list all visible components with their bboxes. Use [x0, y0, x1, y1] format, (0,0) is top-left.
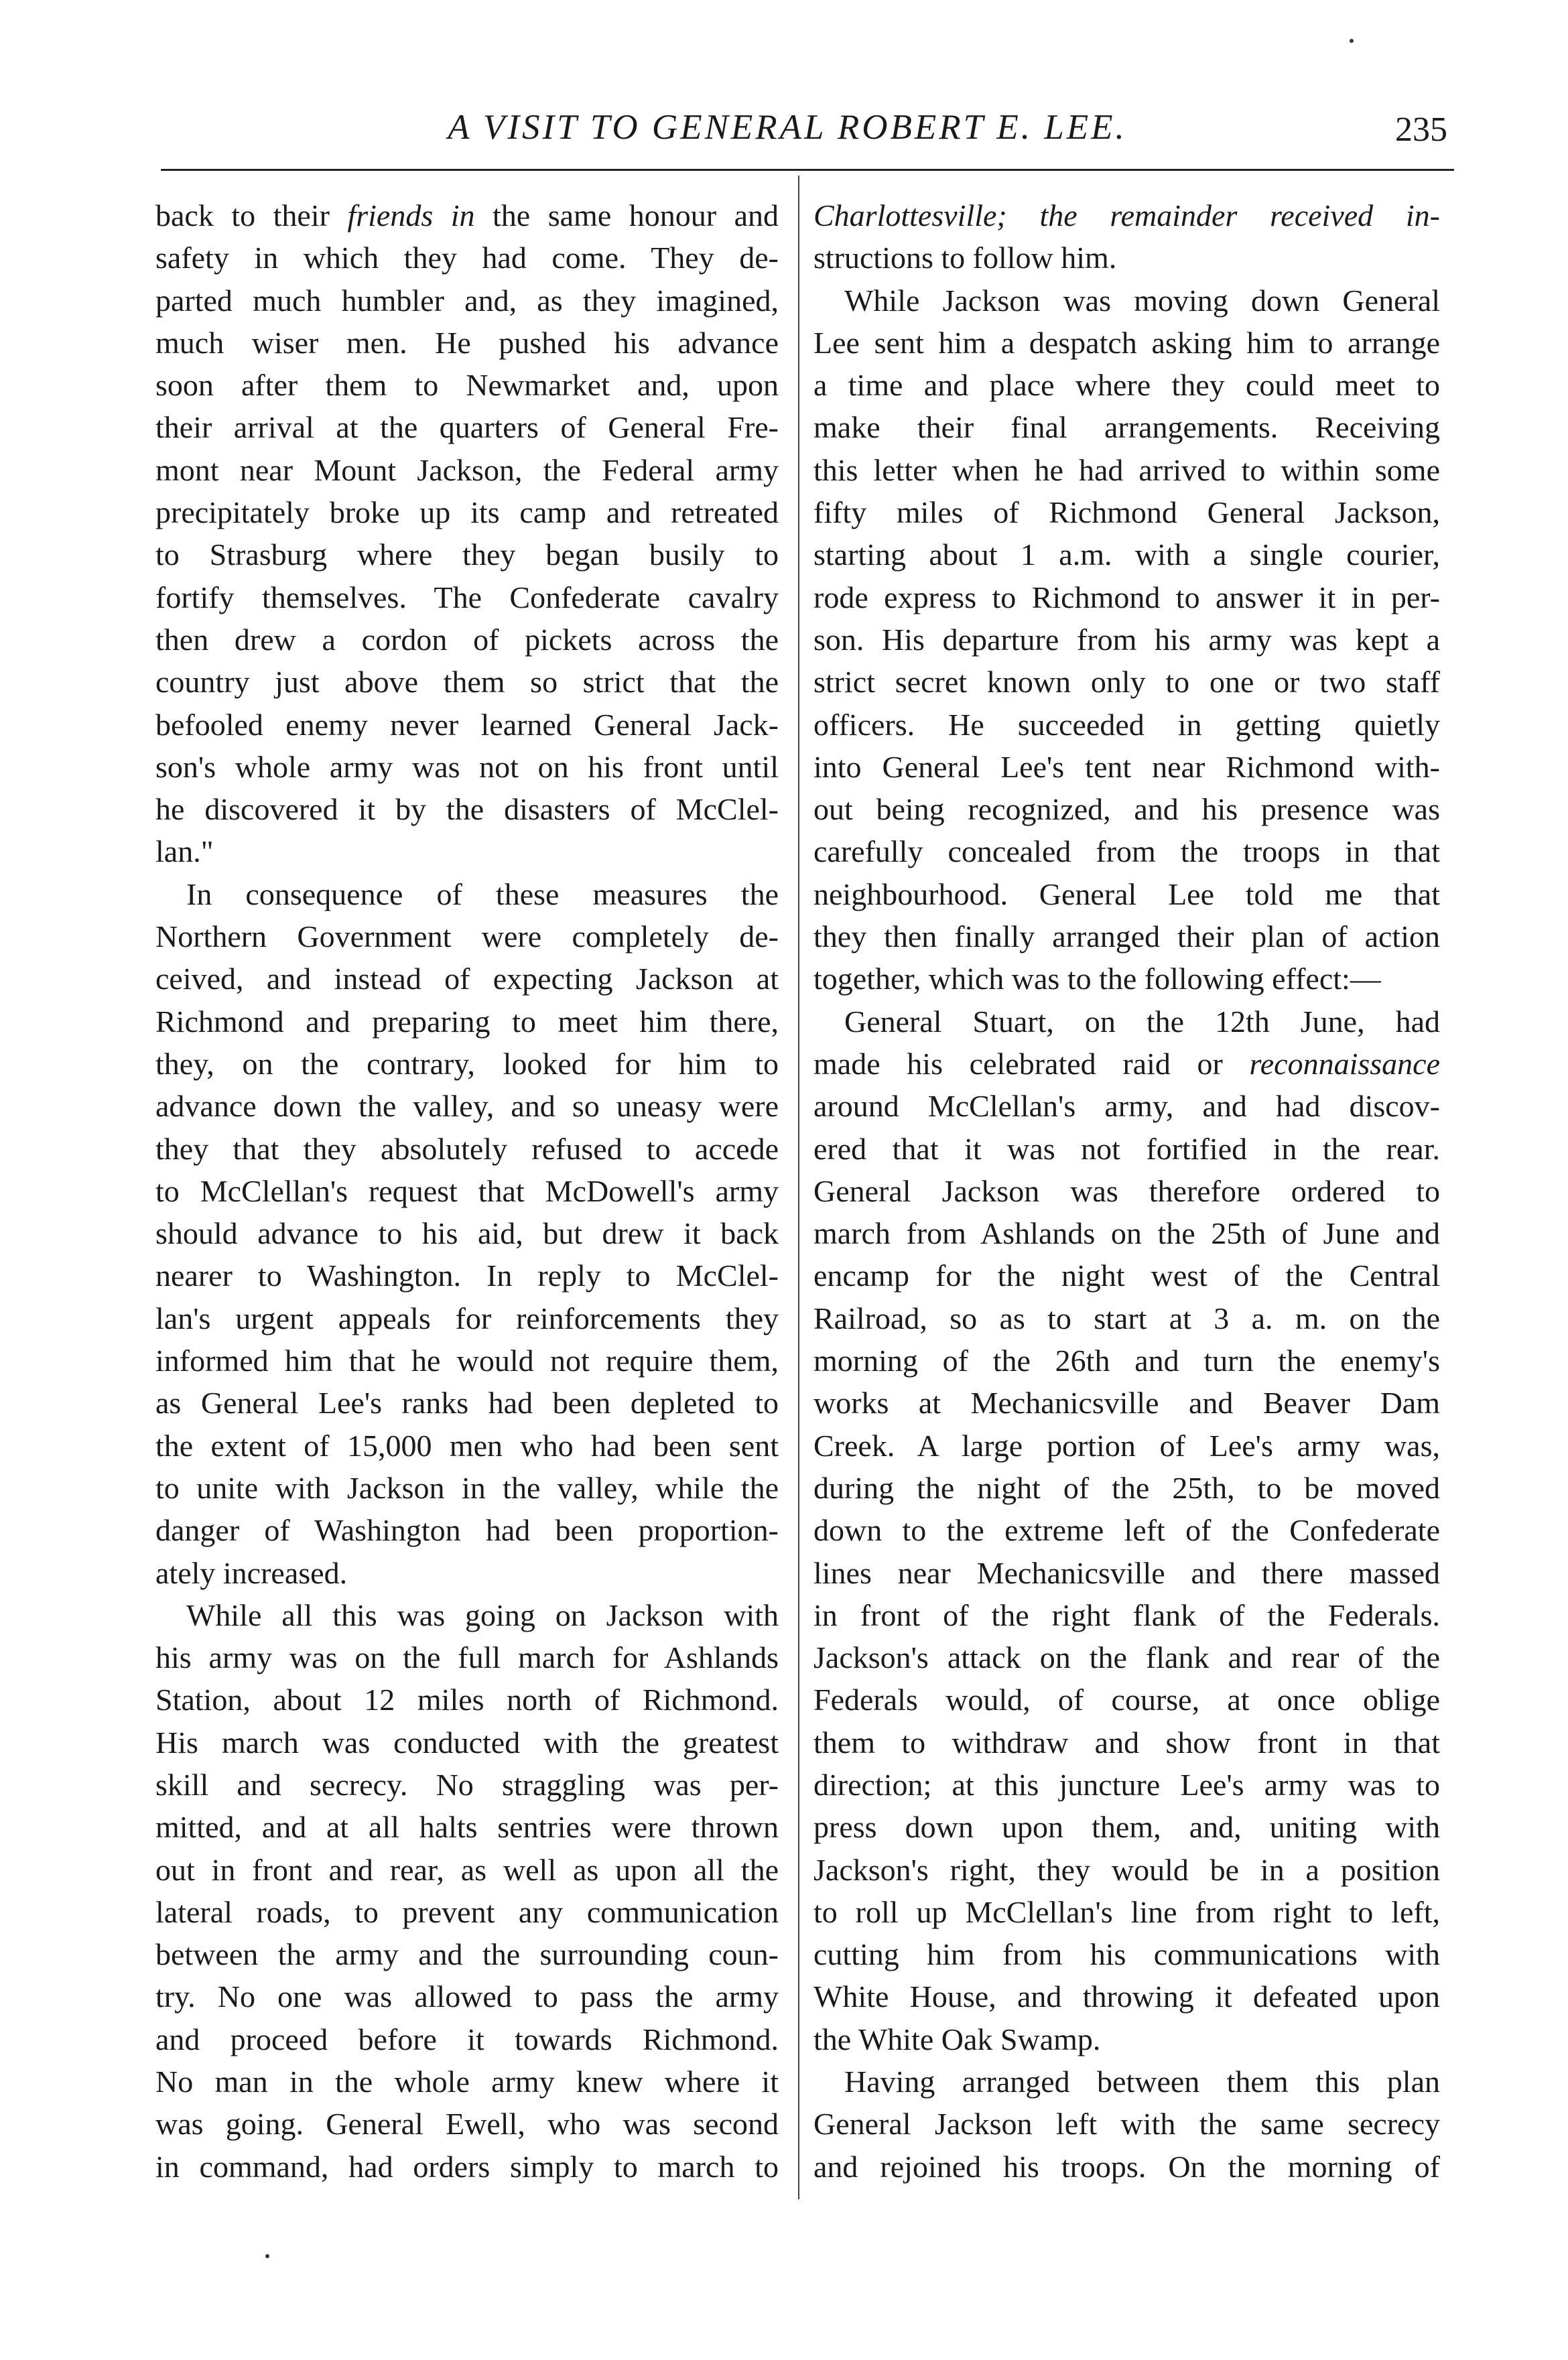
text-line: His march was conducted with the greatest — [155, 1725, 779, 1760]
text-line: Richmond and preparing to meet him there, — [155, 1004, 779, 1039]
text-line: should advance to his aid, but drew it back — [155, 1216, 779, 1251]
text-line: he discovered it by the disasters of McClel- — [155, 792, 779, 827]
text-line: out being recognized, and his presence was — [813, 792, 1440, 827]
text-line: make their final arrangements. Receiving — [813, 410, 1440, 445]
text-line: then drew a cordon of pickets across the — [155, 622, 779, 657]
text-line: rode express to Richmond to answer it in per- — [813, 580, 1440, 614]
text-line: they that they absolutely refused to accede — [155, 1131, 779, 1166]
text-line: his army was on the full march for Ashlands — [155, 1640, 779, 1675]
text-line: works at Mechanicsville and Beaver Dam — [813, 1386, 1440, 1421]
text-line: a time and place where they could meet to — [813, 368, 1440, 403]
text-line: Jackson's right, they would be in a position — [813, 1852, 1440, 1887]
text-line: structions to follow him. — [813, 241, 1117, 275]
running-head — [168, 101, 1447, 154]
text-line: encamp for the night west of the Central — [813, 1258, 1440, 1293]
text-line: danger of Washington had been proportion- — [155, 1513, 779, 1548]
text-line: precipitately broke up its camp and retreated — [155, 495, 779, 530]
text-line: Station, about 12 miles north of Richmond. — [155, 1683, 779, 1717]
text-line: Railroad, so as to start at 3 a. m. on the — [813, 1301, 1440, 1335]
text-line: in front of the right flank of the Federals. — [813, 1597, 1440, 1632]
page-number: 235 — [1395, 111, 1447, 149]
text-line: together, which was to the following effect:— — [813, 962, 1381, 996]
text-line: the White Oak Swamp. — [813, 2022, 1101, 2056]
text-line: into General Lee's tent near Richmond with- — [813, 749, 1440, 784]
left-column — [155, 194, 779, 2188]
text-line: neighbourhood. General Lee told me that — [813, 876, 1440, 911]
text-line: and rejoined his troops. On the morning of — [813, 2149, 1440, 2184]
text-line: around McClellan's army, and had discov- — [813, 1089, 1440, 1124]
text-line: mont near Mount Jackson, the Federal army — [155, 452, 779, 487]
text-line: out in front and rear, as well as upon all the — [155, 1852, 779, 1887]
text-line: starting about 1 a.m. with a single courier, — [813, 537, 1440, 572]
text-line: ately increased. — [155, 1555, 348, 1590]
top-mark — [1350, 39, 1354, 43]
text-line: cutting him from his communications with — [813, 1937, 1440, 1972]
right-column — [813, 194, 1440, 2188]
text-line: back to their friends in the same honour and — [155, 198, 779, 233]
text-line: in command, had orders simply to march to — [155, 2149, 779, 2184]
text-line: their arrival at the quarters of General Fre- — [155, 410, 779, 445]
text-line: carefully concealed from the troops in that — [813, 834, 1440, 869]
text-line: Federals would, of course, at once oblige — [813, 1683, 1440, 1717]
bottom-mark — [265, 2254, 269, 2258]
text-line: mitted, and at all halts sentries were thrown — [155, 1810, 779, 1845]
text-line: General Jackson was therefore ordered to — [813, 1173, 1440, 1208]
text-line: lan." — [155, 834, 214, 869]
text-line: lateral roads, to prevent any communication — [155, 1894, 779, 1929]
text-line: press down upon them, and, uniting with — [813, 1810, 1440, 1845]
text-line: ered that it was not fortified in the rear. — [813, 1131, 1440, 1166]
text-line: lan's urgent appeals for reinforcements they — [155, 1301, 779, 1335]
text-line: and proceed before it towards Richmond. — [155, 2022, 779, 2056]
text-line: was going. General Ewell, who was second — [155, 2107, 779, 2142]
text-line: safety in which they had come. They de- — [155, 241, 779, 275]
text-line: No man in the whole army knew where it — [155, 2064, 779, 2099]
text-line: advance down the valley, and so uneasy were — [155, 1089, 779, 1124]
text-line: nearer to Washington. In reply to McClel- — [155, 1258, 779, 1293]
text-line: Jackson's attack on the flank and rear of the — [813, 1640, 1440, 1675]
text-line: parted much humbler and, as they imagined, — [155, 283, 779, 318]
text-line: While Jackson was moving down General — [844, 283, 1440, 318]
text-line: to unite with Jackson in the valley, while the — [155, 1470, 779, 1505]
text-line: try. No one was allowed to pass the army — [155, 1979, 779, 2014]
text-line: Creek. A large portion of Lee's army was, — [813, 1428, 1440, 1463]
text-line: between the army and the surrounding coun- — [155, 1937, 779, 1972]
text-line: Charlottesville; the remainder received in- — [813, 198, 1440, 233]
text-line: this letter when he had arrived to within some — [813, 452, 1440, 487]
text-line: General Stuart, on the 12th June, had — [844, 1004, 1440, 1039]
text-line: country just above them so strict that the — [155, 665, 779, 700]
text-line: to Strasburg where they began busily to — [155, 537, 779, 572]
text-line: march from Ashlands on the 25th of June and — [813, 1216, 1440, 1251]
text-line: General Jackson left with the same secrecy — [813, 2107, 1440, 2142]
text-line: skill and secrecy. No straggling was per- — [155, 1767, 779, 1802]
text-line: the extent of 15,000 men who had been sent — [155, 1428, 779, 1463]
text-line: fifty miles of Richmond General Jackson, — [813, 495, 1440, 530]
text-line: informed him that he would not require them, — [155, 1343, 779, 1378]
text-line: ceived, and instead of expecting Jackson at — [155, 962, 779, 996]
text-line: befooled enemy never learned General Jack- — [155, 707, 779, 742]
text-line: lines near Mechanicsville and there massed — [813, 1555, 1440, 1590]
text-line: Lee sent him a despatch asking him to arrange — [813, 325, 1440, 360]
text-line: In consequence of these measures the — [186, 876, 779, 911]
text-line: officers. He succeeded in getting quietly — [813, 707, 1440, 742]
text-line: morning of the 26th and turn the enemy's — [813, 1343, 1440, 1378]
text-line: son. His departure from his army was kept a — [813, 622, 1440, 657]
text-line: While all this was going on Jackson with — [186, 1597, 779, 1632]
text-line: made his celebrated raid or reconnaissance — [813, 1046, 1440, 1081]
text-line: Northern Government were completely de- — [155, 919, 779, 954]
text-line: direction; at this juncture Lee's army was to — [813, 1767, 1440, 1802]
text-line: they, on the contrary, looked for him to — [155, 1046, 779, 1081]
header-rule — [161, 169, 1454, 171]
text-line: Having arranged between them this plan — [844, 2064, 1440, 2099]
column-divider — [798, 176, 799, 2199]
text-line: fortify themselves. The Confederate cavalry — [155, 580, 779, 614]
text-line: down to the extreme left of the Confederate — [813, 1513, 1440, 1548]
text-line: as General Lee's ranks had been depleted to — [155, 1386, 779, 1421]
text-line: son's whole army was not on his front until — [155, 749, 779, 784]
text-line: White House, and throwing it defeated upon — [813, 1979, 1440, 2014]
text-line: them to withdraw and show front in that — [813, 1725, 1440, 1760]
text-line: to McClellan's request that McDowell's army — [155, 1173, 779, 1208]
text-line: strict secret known only to one or two staff — [813, 665, 1440, 700]
text-line: soon after them to Newmarket and, upon — [155, 368, 779, 403]
running-title: A VISIT TO GENERAL ROBERT E. LEE. — [448, 108, 1127, 147]
text-line: much wiser men. He pushed his advance — [155, 325, 779, 360]
text-line: during the night of the 25th, to be moved — [813, 1470, 1440, 1505]
text-line: they then finally arranged their plan of action — [813, 919, 1440, 954]
text-line: to roll up McClellan's line from right to left, — [813, 1894, 1440, 1929]
